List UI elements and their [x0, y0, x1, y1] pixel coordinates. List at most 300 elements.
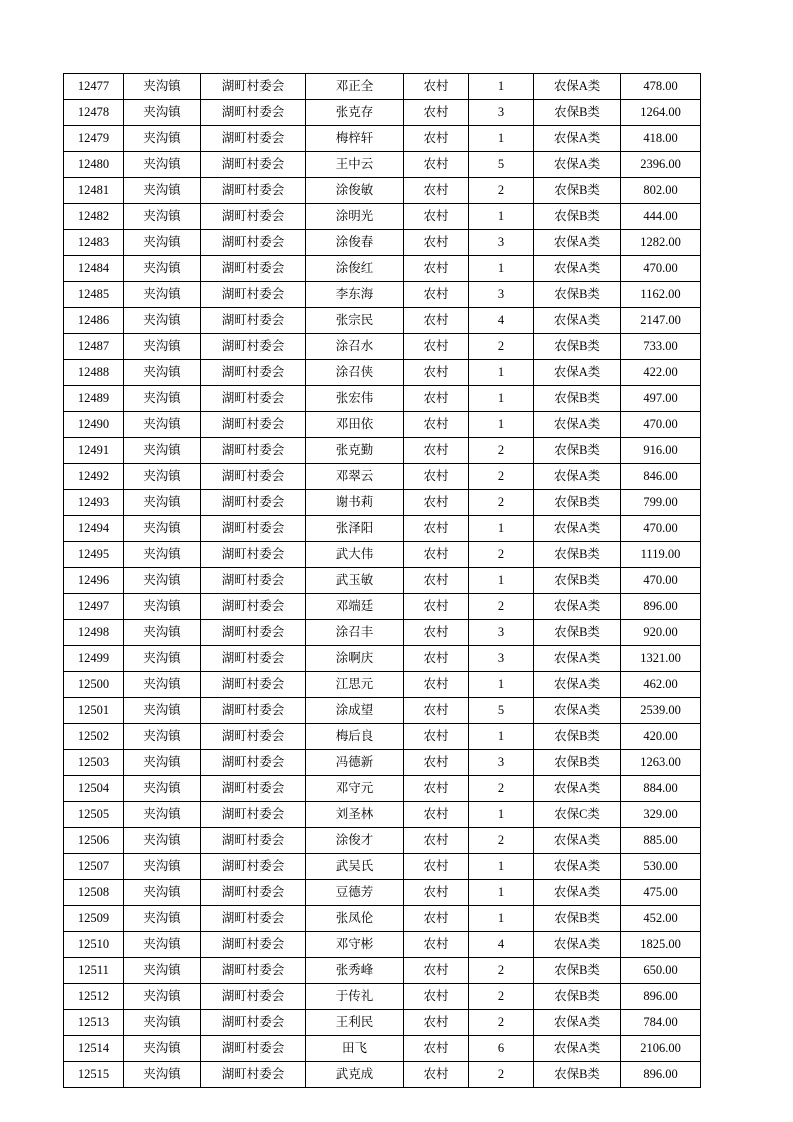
cell-town: 夹沟镇 — [124, 386, 201, 412]
table-row — [64, 542, 701, 568]
cell-insurance-category: 农保A类 — [534, 516, 621, 542]
cell-record-id: 12511 — [64, 958, 124, 984]
cell-record-id: 12487 — [64, 334, 124, 360]
cell-insurance-category: 农保B类 — [534, 542, 621, 568]
cell-insurance-category: 农保B类 — [534, 906, 621, 932]
cell-record-id: 12485 — [64, 282, 124, 308]
cell-town: 夹沟镇 — [124, 672, 201, 698]
cell-residence-type: 农村 — [404, 204, 469, 230]
cell-record-id: 12490 — [64, 412, 124, 438]
cell-residence-type: 农村 — [404, 906, 469, 932]
cell-village-committee: 湖町村委会 — [201, 906, 306, 932]
cell-record-id: 12495 — [64, 542, 124, 568]
cell-residence-type: 农村 — [404, 594, 469, 620]
cell-village-committee: 湖町村委会 — [201, 750, 306, 776]
cell-person-count: 5 — [469, 698, 534, 724]
cell-residence-type: 农村 — [404, 802, 469, 828]
cell-village-committee: 湖町村委会 — [201, 1010, 306, 1036]
cell-record-id: 12481 — [64, 178, 124, 204]
cell-person-name: 田飞 — [306, 1036, 404, 1062]
cell-record-id: 12496 — [64, 568, 124, 594]
cell-village-committee: 湖町村委会 — [201, 516, 306, 542]
cell-village-committee: 湖町村委会 — [201, 984, 306, 1010]
cell-record-id: 12483 — [64, 230, 124, 256]
table-row — [64, 230, 701, 256]
table-row — [64, 802, 701, 828]
cell-insurance-category: 农保B类 — [534, 282, 621, 308]
cell-person-name: 江思元 — [306, 672, 404, 698]
cell-person-name: 邓守彬 — [306, 932, 404, 958]
cell-insurance-category: 农保B类 — [534, 724, 621, 750]
cell-record-id: 12482 — [64, 204, 124, 230]
cell-person-count: 2 — [469, 334, 534, 360]
cell-insurance-category: 农保C类 — [534, 802, 621, 828]
table-row — [64, 646, 701, 672]
cell-village-committee: 湖町村委会 — [201, 282, 306, 308]
table-row — [64, 412, 701, 438]
cell-village-committee: 湖町村委会 — [201, 932, 306, 958]
cell-residence-type: 农村 — [404, 932, 469, 958]
cell-residence-type: 农村 — [404, 100, 469, 126]
pension-record-table — [63, 73, 701, 1088]
cell-amount: 497.00 — [621, 386, 701, 412]
cell-residence-type: 农村 — [404, 1062, 469, 1088]
cell-person-name: 张秀峰 — [306, 958, 404, 984]
cell-amount: 420.00 — [621, 724, 701, 750]
cell-village-committee: 湖町村委会 — [201, 74, 306, 100]
cell-record-id: 12489 — [64, 386, 124, 412]
cell-person-name: 邓正全 — [306, 74, 404, 100]
cell-town: 夹沟镇 — [124, 438, 201, 464]
cell-insurance-category: 农保A类 — [534, 308, 621, 334]
cell-village-committee: 湖町村委会 — [201, 542, 306, 568]
cell-record-id: 12499 — [64, 646, 124, 672]
table-row — [64, 386, 701, 412]
cell-person-name: 涂召侠 — [306, 360, 404, 386]
cell-person-name: 张克存 — [306, 100, 404, 126]
cell-residence-type: 农村 — [404, 880, 469, 906]
cell-record-id: 12493 — [64, 490, 124, 516]
cell-person-count: 2 — [469, 776, 534, 802]
cell-residence-type: 农村 — [404, 412, 469, 438]
cell-village-committee: 湖町村委会 — [201, 256, 306, 282]
cell-record-id: 12488 — [64, 360, 124, 386]
cell-record-id: 12506 — [64, 828, 124, 854]
table-row — [64, 178, 701, 204]
cell-record-id: 12510 — [64, 932, 124, 958]
cell-residence-type: 农村 — [404, 568, 469, 594]
table-row — [64, 672, 701, 698]
cell-village-committee: 湖町村委会 — [201, 1062, 306, 1088]
cell-residence-type: 农村 — [404, 230, 469, 256]
cell-amount: 2539.00 — [621, 698, 701, 724]
table-row — [64, 724, 701, 750]
cell-person-name: 涂俊红 — [306, 256, 404, 282]
cell-record-id: 12498 — [64, 620, 124, 646]
cell-village-committee: 湖町村委会 — [201, 724, 306, 750]
cell-record-id: 12486 — [64, 308, 124, 334]
cell-residence-type: 农村 — [404, 1010, 469, 1036]
cell-town: 夹沟镇 — [124, 230, 201, 256]
cell-insurance-category: 农保B类 — [534, 490, 621, 516]
cell-person-count: 2 — [469, 438, 534, 464]
cell-person-count: 3 — [469, 620, 534, 646]
table-row — [64, 958, 701, 984]
cell-town: 夹沟镇 — [124, 334, 201, 360]
cell-insurance-category: 农保A类 — [534, 880, 621, 906]
cell-person-count: 2 — [469, 464, 534, 490]
cell-village-committee: 湖町村委会 — [201, 178, 306, 204]
cell-person-count: 2 — [469, 828, 534, 854]
cell-village-committee: 湖町村委会 — [201, 828, 306, 854]
cell-insurance-category: 农保A类 — [534, 698, 621, 724]
cell-residence-type: 农村 — [404, 464, 469, 490]
cell-town: 夹沟镇 — [124, 880, 201, 906]
cell-person-count: 2 — [469, 594, 534, 620]
cell-residence-type: 农村 — [404, 984, 469, 1010]
cell-insurance-category: 农保A类 — [534, 464, 621, 490]
cell-village-committee: 湖町村委会 — [201, 958, 306, 984]
table-row — [64, 854, 701, 880]
cell-town: 夹沟镇 — [124, 828, 201, 854]
cell-town: 夹沟镇 — [124, 698, 201, 724]
cell-residence-type: 农村 — [404, 438, 469, 464]
cell-person-name: 涂成望 — [306, 698, 404, 724]
cell-insurance-category: 农保A类 — [534, 932, 621, 958]
cell-village-committee: 湖町村委会 — [201, 568, 306, 594]
cell-amount: 422.00 — [621, 360, 701, 386]
cell-residence-type: 农村 — [404, 542, 469, 568]
table-row — [64, 126, 701, 152]
cell-village-committee: 湖町村委会 — [201, 230, 306, 256]
cell-person-name: 张凤伦 — [306, 906, 404, 932]
cell-amount: 475.00 — [621, 880, 701, 906]
cell-person-count: 1 — [469, 412, 534, 438]
cell-residence-type: 农村 — [404, 828, 469, 854]
table-row — [64, 100, 701, 126]
cell-residence-type: 农村 — [404, 74, 469, 100]
cell-person-count: 3 — [469, 646, 534, 672]
cell-village-committee: 湖町村委会 — [201, 334, 306, 360]
table-row — [64, 464, 701, 490]
cell-village-committee: 湖町村委会 — [201, 880, 306, 906]
cell-record-id: 12502 — [64, 724, 124, 750]
cell-record-id: 12509 — [64, 906, 124, 932]
cell-amount: 916.00 — [621, 438, 701, 464]
cell-village-committee: 湖町村委会 — [201, 490, 306, 516]
cell-village-committee: 湖町村委会 — [201, 854, 306, 880]
cell-person-count: 3 — [469, 100, 534, 126]
cell-town: 夹沟镇 — [124, 646, 201, 672]
cell-amount: 650.00 — [621, 958, 701, 984]
cell-amount: 799.00 — [621, 490, 701, 516]
cell-person-name: 张克勤 — [306, 438, 404, 464]
cell-village-committee: 湖町村委会 — [201, 152, 306, 178]
cell-amount: 1264.00 — [621, 100, 701, 126]
cell-insurance-category: 农保A类 — [534, 126, 621, 152]
cell-record-id: 12478 — [64, 100, 124, 126]
cell-person-name: 邓田依 — [306, 412, 404, 438]
cell-town: 夹沟镇 — [124, 126, 201, 152]
table-row — [64, 74, 701, 100]
cell-residence-type: 农村 — [404, 386, 469, 412]
table-row — [64, 360, 701, 386]
cell-amount: 1119.00 — [621, 542, 701, 568]
cell-amount: 462.00 — [621, 672, 701, 698]
cell-town: 夹沟镇 — [124, 1010, 201, 1036]
table-row — [64, 490, 701, 516]
table-row — [64, 334, 701, 360]
cell-insurance-category: 农保B类 — [534, 334, 621, 360]
cell-person-count: 1 — [469, 906, 534, 932]
cell-town: 夹沟镇 — [124, 906, 201, 932]
cell-amount: 1321.00 — [621, 646, 701, 672]
cell-record-id: 12513 — [64, 1010, 124, 1036]
cell-village-committee: 湖町村委会 — [201, 100, 306, 126]
table-row — [64, 152, 701, 178]
cell-amount: 733.00 — [621, 334, 701, 360]
cell-person-count: 2 — [469, 490, 534, 516]
cell-person-name: 武大伟 — [306, 542, 404, 568]
table-row — [64, 438, 701, 464]
cell-amount: 470.00 — [621, 256, 701, 282]
cell-village-committee: 湖町村委会 — [201, 672, 306, 698]
table-row — [64, 776, 701, 802]
cell-record-id: 12515 — [64, 1062, 124, 1088]
cell-person-name: 涂召水 — [306, 334, 404, 360]
cell-person-count: 5 — [469, 152, 534, 178]
cell-person-count: 1 — [469, 724, 534, 750]
cell-town: 夹沟镇 — [124, 516, 201, 542]
cell-insurance-category: 农保B类 — [534, 750, 621, 776]
cell-residence-type: 农村 — [404, 178, 469, 204]
cell-person-count: 1 — [469, 672, 534, 698]
cell-person-count: 6 — [469, 1036, 534, 1062]
cell-person-count: 2 — [469, 958, 534, 984]
cell-record-id: 12477 — [64, 74, 124, 100]
cell-record-id: 12491 — [64, 438, 124, 464]
cell-town: 夹沟镇 — [124, 152, 201, 178]
table-row — [64, 568, 701, 594]
cell-record-id: 12503 — [64, 750, 124, 776]
cell-record-id: 12514 — [64, 1036, 124, 1062]
table-body — [64, 74, 701, 1088]
cell-village-committee: 湖町村委会 — [201, 464, 306, 490]
cell-residence-type: 农村 — [404, 490, 469, 516]
cell-record-id: 12501 — [64, 698, 124, 724]
cell-person-name: 刘圣林 — [306, 802, 404, 828]
cell-village-committee: 湖町村委会 — [201, 386, 306, 412]
cell-amount: 885.00 — [621, 828, 701, 854]
table-row — [64, 828, 701, 854]
cell-insurance-category: 农保A类 — [534, 74, 621, 100]
cell-town: 夹沟镇 — [124, 204, 201, 230]
cell-village-committee: 湖町村委会 — [201, 802, 306, 828]
cell-residence-type: 农村 — [404, 620, 469, 646]
cell-insurance-category: 农保B类 — [534, 100, 621, 126]
cell-person-name: 王利民 — [306, 1010, 404, 1036]
cell-village-committee: 湖町村委会 — [201, 438, 306, 464]
cell-person-count: 1 — [469, 256, 534, 282]
cell-person-name: 谢书莉 — [306, 490, 404, 516]
cell-person-name: 涂召丰 — [306, 620, 404, 646]
cell-town: 夹沟镇 — [124, 802, 201, 828]
cell-insurance-category: 农保B类 — [534, 568, 621, 594]
cell-person-count: 1 — [469, 854, 534, 880]
cell-residence-type: 农村 — [404, 776, 469, 802]
cell-person-name: 邓翠云 — [306, 464, 404, 490]
table-row — [64, 516, 701, 542]
cell-amount: 2106.00 — [621, 1036, 701, 1062]
cell-person-name: 于传礼 — [306, 984, 404, 1010]
cell-town: 夹沟镇 — [124, 724, 201, 750]
cell-town: 夹沟镇 — [124, 932, 201, 958]
cell-town: 夹沟镇 — [124, 490, 201, 516]
cell-record-id: 12505 — [64, 802, 124, 828]
cell-person-name: 张泽阳 — [306, 516, 404, 542]
cell-village-committee: 湖町村委会 — [201, 1036, 306, 1062]
cell-town: 夹沟镇 — [124, 1036, 201, 1062]
cell-amount: 896.00 — [621, 984, 701, 1010]
cell-record-id: 12494 — [64, 516, 124, 542]
cell-amount: 470.00 — [621, 516, 701, 542]
table-row — [64, 1062, 701, 1088]
cell-record-id: 12484 — [64, 256, 124, 282]
cell-amount: 1825.00 — [621, 932, 701, 958]
cell-amount: 2147.00 — [621, 308, 701, 334]
table-row — [64, 308, 701, 334]
cell-person-name: 涂俊才 — [306, 828, 404, 854]
cell-insurance-category: 农保B类 — [534, 178, 621, 204]
cell-person-name: 武克成 — [306, 1062, 404, 1088]
cell-town: 夹沟镇 — [124, 854, 201, 880]
table-row — [64, 204, 701, 230]
cell-person-name: 涂啊庆 — [306, 646, 404, 672]
cell-insurance-category: 农保A类 — [534, 256, 621, 282]
cell-town: 夹沟镇 — [124, 620, 201, 646]
cell-person-name: 邓守元 — [306, 776, 404, 802]
cell-insurance-category: 农保A类 — [534, 1036, 621, 1062]
cell-insurance-category: 农保A类 — [534, 1010, 621, 1036]
cell-town: 夹沟镇 — [124, 256, 201, 282]
cell-record-id: 12497 — [64, 594, 124, 620]
cell-insurance-category: 农保A类 — [534, 828, 621, 854]
cell-person-name: 豆德芳 — [306, 880, 404, 906]
cell-residence-type: 农村 — [404, 1036, 469, 1062]
cell-record-id: 12500 — [64, 672, 124, 698]
cell-village-committee: 湖町村委会 — [201, 412, 306, 438]
cell-amount: 846.00 — [621, 464, 701, 490]
cell-amount: 418.00 — [621, 126, 701, 152]
cell-person-count: 4 — [469, 308, 534, 334]
cell-village-committee: 湖町村委会 — [201, 360, 306, 386]
cell-insurance-category: 农保B类 — [534, 984, 621, 1010]
cell-insurance-category: 农保B类 — [534, 958, 621, 984]
cell-person-name: 张宗民 — [306, 308, 404, 334]
cell-amount: 452.00 — [621, 906, 701, 932]
cell-amount: 470.00 — [621, 568, 701, 594]
cell-person-count: 3 — [469, 282, 534, 308]
cell-person-count: 2 — [469, 1062, 534, 1088]
cell-village-committee: 湖町村委会 — [201, 776, 306, 802]
cell-insurance-category: 农保A类 — [534, 854, 621, 880]
cell-town: 夹沟镇 — [124, 464, 201, 490]
cell-amount: 1263.00 — [621, 750, 701, 776]
cell-town: 夹沟镇 — [124, 308, 201, 334]
cell-residence-type: 农村 — [404, 646, 469, 672]
table-row — [64, 906, 701, 932]
cell-amount: 2396.00 — [621, 152, 701, 178]
cell-person-count: 2 — [469, 1010, 534, 1036]
cell-person-name: 冯德新 — [306, 750, 404, 776]
table-row — [64, 750, 701, 776]
cell-insurance-category: 农保A类 — [534, 230, 621, 256]
cell-village-committee: 湖町村委会 — [201, 620, 306, 646]
cell-person-name: 王中云 — [306, 152, 404, 178]
cell-town: 夹沟镇 — [124, 984, 201, 1010]
cell-person-name: 涂明光 — [306, 204, 404, 230]
cell-residence-type: 农村 — [404, 854, 469, 880]
cell-person-name: 梅后良 — [306, 724, 404, 750]
cell-residence-type: 农村 — [404, 256, 469, 282]
cell-record-id: 12492 — [64, 464, 124, 490]
table-row — [64, 1036, 701, 1062]
cell-insurance-category: 农保A类 — [534, 152, 621, 178]
cell-person-count: 1 — [469, 516, 534, 542]
cell-residence-type: 农村 — [404, 958, 469, 984]
cell-record-id: 12504 — [64, 776, 124, 802]
cell-insurance-category: 农保A类 — [534, 646, 621, 672]
cell-town: 夹沟镇 — [124, 178, 201, 204]
cell-residence-type: 农村 — [404, 724, 469, 750]
cell-insurance-category: 农保A类 — [534, 360, 621, 386]
cell-amount: 784.00 — [621, 1010, 701, 1036]
cell-town: 夹沟镇 — [124, 750, 201, 776]
cell-amount: 329.00 — [621, 802, 701, 828]
cell-insurance-category: 农保A类 — [534, 412, 621, 438]
cell-person-count: 1 — [469, 204, 534, 230]
cell-person-count: 1 — [469, 802, 534, 828]
table-row — [64, 1010, 701, 1036]
cell-residence-type: 农村 — [404, 750, 469, 776]
cell-person-name: 武玉敏 — [306, 568, 404, 594]
cell-insurance-category: 农保B类 — [534, 620, 621, 646]
cell-amount: 530.00 — [621, 854, 701, 880]
cell-amount: 1162.00 — [621, 282, 701, 308]
cell-village-committee: 湖町村委会 — [201, 594, 306, 620]
cell-residence-type: 农村 — [404, 360, 469, 386]
cell-town: 夹沟镇 — [124, 282, 201, 308]
cell-residence-type: 农村 — [404, 282, 469, 308]
cell-person-count: 1 — [469, 360, 534, 386]
table-row — [64, 698, 701, 724]
cell-amount: 896.00 — [621, 1062, 701, 1088]
cell-person-count: 4 — [469, 932, 534, 958]
table-row — [64, 880, 701, 906]
cell-residence-type: 农村 — [404, 516, 469, 542]
cell-person-count: 1 — [469, 126, 534, 152]
cell-person-name: 张宏伟 — [306, 386, 404, 412]
cell-record-id: 12480 — [64, 152, 124, 178]
cell-town: 夹沟镇 — [124, 1062, 201, 1088]
cell-record-id: 12479 — [64, 126, 124, 152]
cell-insurance-category: 农保A类 — [534, 594, 621, 620]
cell-residence-type: 农村 — [404, 672, 469, 698]
cell-town: 夹沟镇 — [124, 74, 201, 100]
cell-amount: 478.00 — [621, 74, 701, 100]
cell-village-committee: 湖町村委会 — [201, 698, 306, 724]
cell-amount: 802.00 — [621, 178, 701, 204]
